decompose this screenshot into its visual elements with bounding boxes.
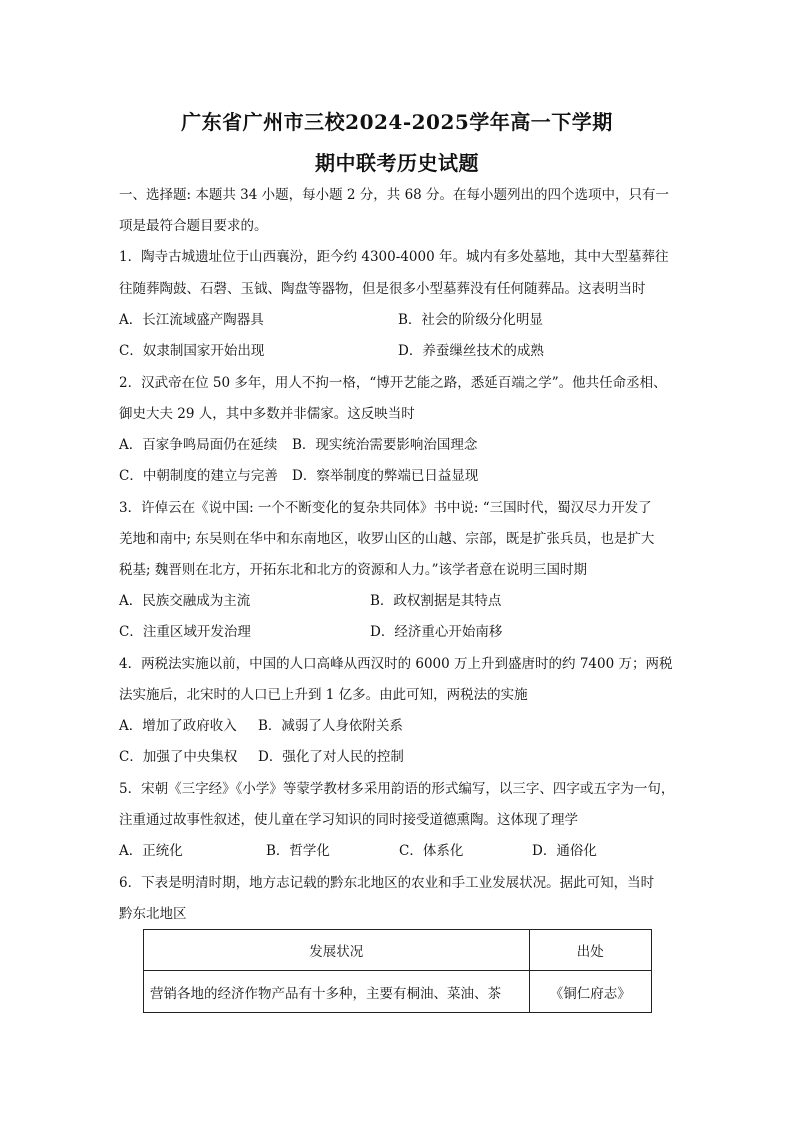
question-5-text: 5．宋朝《三字经》《小学》等蒙学教材多采用韵语的形式编写，以三字、四字或五字为一句， xyxy=(119,781,675,797)
question-5-text: 注重通过故事性叙述，使儿童在学习知识的同时接受道德熏陶。这体现了理学 xyxy=(119,812,578,828)
question-6-text: 黔东北地区 xyxy=(119,906,187,922)
question-2-option-c: C．中朝制度的建立与完善 xyxy=(119,468,278,484)
question-5-option-b: B．哲学化 xyxy=(266,843,330,859)
table-cell: 营销各地的经济作物产品有十多种，主要有桐油、菜油、茶 xyxy=(144,971,530,1013)
question-6-text: 6．下表是明清时期，地方志记载的黔东北地区的农业和手工业发展状况。据此可知，当时 xyxy=(119,875,655,891)
table-cell: 《铜仁府志》 xyxy=(529,971,651,1013)
question-4-option-c: C．加强了中央集权 xyxy=(119,749,238,765)
table-header-cell: 出处 xyxy=(529,930,651,971)
question-3-option-a: A．民族交融成为主流 xyxy=(119,593,251,609)
table-header-cell: 发展状况 xyxy=(144,930,530,971)
question-5-option-a: A．正统化 xyxy=(119,843,183,859)
question-1-option-b: B．社会的阶级分化明显 xyxy=(398,312,543,328)
question-2-text: 御史大夫 29 人，其中多数并非儒家。这反映当时 xyxy=(119,406,415,422)
question-1-option-d: D．养蚕缫丝技术的成熟 xyxy=(398,343,544,359)
question-3-option-c: C．注重区域开发治理 xyxy=(119,624,251,640)
table-header-row xyxy=(144,930,652,971)
question-1-text: 往随葬陶鼓、石磬、玉钺、陶盘等器物，但是很多小型墓葬没有任何随葬品。这表明当时 xyxy=(119,281,646,297)
question-1-text: 1．陶寺古城遗址位于山西襄汾，距今约 4300-4000 年。城内有多处墓地，其中大型墓葬往 xyxy=(119,249,669,265)
question-3-option-b: B．政权割据是其特点 xyxy=(370,593,502,609)
section-intro: 项是最符合题目要求的。 xyxy=(119,218,268,234)
question-4-option-b: B．减弱了人身依附关系 xyxy=(258,718,403,734)
section-intro: 一、选择题: 本题共 34 小题，每小题 2 分，共 68 分。在每小题列出的四个选项中，只有一 xyxy=(119,187,670,203)
question-3-text: 税基; 魏晋则在北方，开拓东北和北方的资源和人力。”该学者意在说明三国时期 xyxy=(119,562,587,578)
question-4-option-d: D．强化了对人民的控制 xyxy=(258,749,404,765)
question-3-text: 3．许倬云在《说中国: 一个不断变化的复杂共同体》书中说: “三国时代，蜀汉尽力开发了 xyxy=(119,500,652,516)
question-2-text: 2．汉武帝在位 50 多年，用人不拘一格，“博开艺能之路，悉延百端之学”。他共任命丞相、 xyxy=(119,375,667,391)
question-2-option-d: D．察举制度的弊端已日益显现 xyxy=(292,468,479,484)
development-table xyxy=(143,929,652,1013)
question-5-option-c: C．体系化 xyxy=(399,843,464,859)
exam-title-line-2: 期中联考历史试题 xyxy=(315,151,479,175)
table-row xyxy=(144,971,652,1013)
question-4-option-a: A．增加了政府收入 xyxy=(119,718,237,734)
exam-title-line-1: 广东省广州市三校2024-2025学年高一下学期 xyxy=(181,110,613,134)
question-1-option-c: C．奴隶制国家开始出现 xyxy=(119,343,265,359)
question-3-option-d: D．经济重心开始南移 xyxy=(370,624,503,640)
question-2-option-a: A．百家争鸣局面仍在延续 xyxy=(119,437,278,453)
question-4-text: 4．两税法实施以前，中国的人口高峰从西汉时的 6000 万上升到盛唐时的约 7400 万；两税 xyxy=(119,656,673,672)
question-1-option-a: A．长江流域盛产陶器具 xyxy=(119,312,264,328)
question-3-text: 羌地和南中; 东吴则在华中和东南地区，收罗山区的山越、宗部，既是扩张兵员，也是扩大 xyxy=(119,531,655,547)
question-2-option-b: B．现实统治需要影响治国理念 xyxy=(292,437,478,453)
question-4-text: 法实施后，北宋时的人口已上升到 1 亿多。由此可知，两税法的实施 xyxy=(119,687,528,703)
question-5-option-d: D．通俗化 xyxy=(532,843,597,859)
